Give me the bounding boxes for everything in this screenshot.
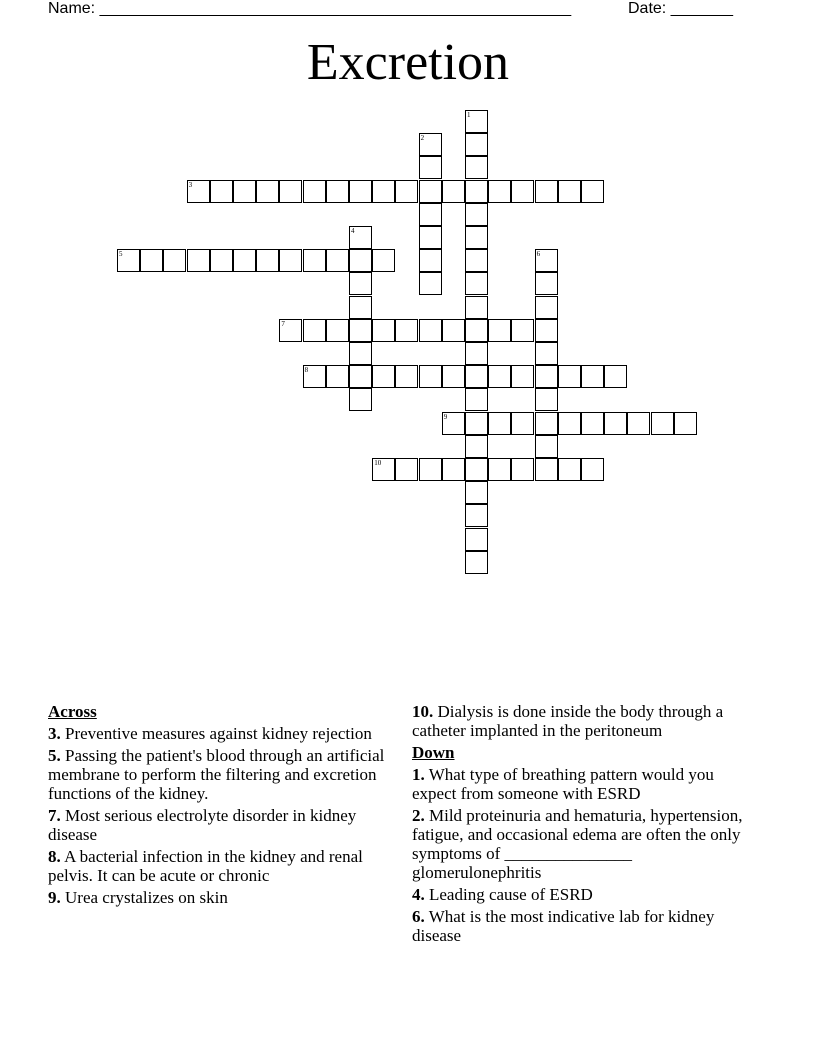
clue-across-3 xyxy=(48,724,388,743)
clue-across-9 xyxy=(48,888,388,907)
grid-cell[interactable] xyxy=(303,249,326,272)
grid-cell[interactable] xyxy=(442,458,465,481)
grid-cell[interactable] xyxy=(349,388,372,411)
grid-cell[interactable] xyxy=(442,365,465,388)
clue-number: 9. xyxy=(48,888,61,907)
grid-cell[interactable] xyxy=(604,412,627,435)
clue-down-4 xyxy=(412,885,752,904)
grid-cell[interactable] xyxy=(395,365,418,388)
grid-cell[interactable] xyxy=(303,180,326,203)
clue-across-8 xyxy=(48,847,388,885)
grid-cell[interactable] xyxy=(535,342,558,365)
grid-cell[interactable] xyxy=(442,180,465,203)
grid-cell[interactable] xyxy=(535,388,558,411)
clue-down-2 xyxy=(412,806,752,882)
grid-cell[interactable] xyxy=(488,458,511,481)
grid-cell[interactable] xyxy=(535,272,558,295)
cell-number: 4 xyxy=(351,227,355,235)
clue-text: Dialysis is done inside the body through a catheter implanted in the peritoneum xyxy=(412,702,724,740)
grid-cell[interactable] xyxy=(511,180,534,203)
grid-cell[interactable] xyxy=(233,249,256,272)
grid-cell[interactable] xyxy=(349,249,372,272)
page-title: Excretion xyxy=(306,34,510,91)
grid-cell[interactable] xyxy=(488,319,511,342)
clue-text: Leading cause of ESRD xyxy=(429,885,593,904)
cell-number: 6 xyxy=(536,250,541,259)
grid-cell[interactable] xyxy=(535,296,558,319)
grid-cell[interactable] xyxy=(465,481,488,504)
grid-cell[interactable] xyxy=(465,203,488,226)
grid-cell[interactable] xyxy=(488,180,511,203)
across-heading: Across xyxy=(48,702,97,721)
clue-text: Passing the patient's blood through an artificial membrane to perform the filtering and excretion functions of the kidney. xyxy=(48,746,385,803)
grid-cell[interactable] xyxy=(604,365,627,388)
grid-cell[interactable] xyxy=(303,319,326,342)
grid-cell[interactable] xyxy=(372,180,395,203)
name-line: Name: _____________________________________________________ xyxy=(48,0,572,17)
grid-cell[interactable] xyxy=(465,249,488,272)
clue-number: 8. xyxy=(48,847,61,866)
clue-across-7 xyxy=(48,806,388,844)
grid-cell[interactable] xyxy=(442,412,465,435)
clue-number: 1. xyxy=(412,765,425,784)
grid-cell[interactable] xyxy=(163,249,186,272)
grid-cell[interactable] xyxy=(535,319,558,342)
grid-cell[interactable] xyxy=(349,180,372,203)
grid-cell[interactable] xyxy=(581,180,604,203)
cell-number: 10 xyxy=(374,459,382,467)
clue-number: 10. xyxy=(412,702,434,721)
grid-cell[interactable] xyxy=(465,226,488,249)
grid-cell[interactable] xyxy=(674,412,697,435)
grid-cell[interactable] xyxy=(627,412,650,435)
clue-down-1 xyxy=(412,765,752,803)
grid-cell[interactable] xyxy=(326,180,349,203)
grid-cell[interactable] xyxy=(419,156,442,179)
grid-cell[interactable] xyxy=(349,342,372,365)
grid-cell[interactable] xyxy=(419,272,442,295)
grid-cell[interactable] xyxy=(326,319,349,342)
clue-across-10 xyxy=(412,702,752,740)
clue-text: Preventive measures against kidney rejection xyxy=(65,724,372,743)
grid-cell[interactable] xyxy=(140,249,163,272)
grid-cell[interactable] xyxy=(349,319,372,342)
grid-cell[interactable] xyxy=(465,156,488,179)
grid-cell[interactable] xyxy=(279,319,302,342)
grid-cell[interactable] xyxy=(395,180,418,203)
grid-cell[interactable] xyxy=(372,319,395,342)
clue-text: Mild proteinuria and hematuria, hypertension, fatigue, and occasional edema are often the only symptoms of _______________ glomerulonephritis xyxy=(412,806,743,882)
grid-cell[interactable] xyxy=(419,203,442,226)
date-line: Date: _______ xyxy=(628,0,733,17)
grid-cell[interactable] xyxy=(419,133,442,156)
clue-number: 2. xyxy=(412,806,425,825)
clue-number: 3. xyxy=(48,724,61,743)
grid-cell[interactable] xyxy=(558,458,581,481)
grid-cell[interactable] xyxy=(465,319,488,342)
grid-cell[interactable] xyxy=(349,226,372,249)
grid-cell[interactable] xyxy=(535,365,558,388)
cell-number: 3 xyxy=(188,180,193,189)
grid-cell[interactable] xyxy=(442,319,465,342)
grid-cell[interactable] xyxy=(233,180,256,203)
grid-cell[interactable] xyxy=(303,365,326,388)
clue-number: 6. xyxy=(412,907,425,926)
grid-cell[interactable] xyxy=(465,435,488,458)
clues-left-column xyxy=(48,702,388,910)
grid-cell[interactable] xyxy=(395,458,418,481)
grid-cell[interactable] xyxy=(511,412,534,435)
grid-cell[interactable] xyxy=(535,180,558,203)
grid-cell[interactable] xyxy=(419,180,442,203)
grid-cell[interactable] xyxy=(372,249,395,272)
grid-cell[interactable] xyxy=(256,249,279,272)
grid-cell[interactable] xyxy=(465,504,488,527)
grid-cell[interactable] xyxy=(511,458,534,481)
grid-cell[interactable] xyxy=(210,180,233,203)
grid-cell[interactable] xyxy=(535,412,558,435)
grid-cell[interactable] xyxy=(465,388,488,411)
grid-cell[interactable] xyxy=(187,180,210,203)
cell-number: 9 xyxy=(443,412,448,421)
grid-cell[interactable] xyxy=(187,249,210,272)
grid-cell[interactable] xyxy=(419,249,442,272)
cell-number: 7 xyxy=(281,319,285,328)
grid-cell[interactable] xyxy=(535,249,558,272)
grid-cell[interactable] xyxy=(511,365,534,388)
grid-cell[interactable] xyxy=(465,272,488,295)
grid-cell[interactable] xyxy=(326,365,349,388)
clue-text: Urea crystalizes on skin xyxy=(65,888,228,907)
grid-cell[interactable] xyxy=(256,180,279,203)
grid-cell[interactable] xyxy=(349,365,372,388)
grid-cell[interactable] xyxy=(465,458,488,481)
grid-cell[interactable] xyxy=(465,551,488,574)
grid-cell[interactable] xyxy=(488,412,511,435)
grid-cell[interactable] xyxy=(372,365,395,388)
cell-number: 5 xyxy=(119,250,123,259)
grid-cell[interactable] xyxy=(372,458,395,481)
clue-down-6 xyxy=(412,907,752,945)
grid-cell[interactable] xyxy=(465,296,488,319)
grid-cell[interactable] xyxy=(279,180,302,203)
grid-cell[interactable] xyxy=(465,180,488,203)
clue-text: Most serious electrolyte disorder in kidney disease xyxy=(48,806,357,844)
grid-cell[interactable] xyxy=(349,272,372,295)
grid-cell[interactable] xyxy=(511,319,534,342)
grid-cell[interactable] xyxy=(558,412,581,435)
grid-cell[interactable] xyxy=(326,249,349,272)
grid-cell[interactable] xyxy=(419,458,442,481)
grid-cell[interactable] xyxy=(465,365,488,388)
clue-number: 4. xyxy=(412,885,425,904)
grid-cell[interactable] xyxy=(395,319,418,342)
grid-cell[interactable] xyxy=(581,458,604,481)
grid-cell[interactable] xyxy=(465,133,488,156)
grid-cell[interactable] xyxy=(465,342,488,365)
grid-cell[interactable] xyxy=(581,365,604,388)
clue-number: 7. xyxy=(48,806,61,825)
cell-number: 1 xyxy=(467,111,471,119)
clue-text: What is the most indicative lab for kidney disease xyxy=(412,907,715,945)
grid-cell[interactable] xyxy=(210,249,233,272)
grid-cell[interactable] xyxy=(279,249,302,272)
grid-cell[interactable] xyxy=(349,296,372,319)
clue-text: What type of breathing pattern would you expect from someone with ESRD xyxy=(412,765,714,803)
clue-across-5 xyxy=(48,746,388,803)
grid-cell[interactable] xyxy=(651,412,674,435)
grid-cell[interactable] xyxy=(117,249,140,272)
clues-right-column xyxy=(412,702,752,948)
clue-number: 5. xyxy=(48,746,61,765)
cell-number: 8 xyxy=(304,366,309,375)
grid-cell[interactable] xyxy=(419,365,442,388)
grid-cell[interactable] xyxy=(488,365,511,388)
cell-number: 2 xyxy=(420,134,425,143)
grid-cell[interactable] xyxy=(465,528,488,551)
grid-cell[interactable] xyxy=(419,319,442,342)
grid-cell[interactable] xyxy=(465,412,488,435)
clue-text: A bacterial infection in the kidney and renal pelvis. It can be acute or chronic xyxy=(48,847,363,885)
grid-cell[interactable] xyxy=(535,435,558,458)
grid-cell[interactable] xyxy=(581,412,604,435)
grid-cell[interactable] xyxy=(558,365,581,388)
grid-cell[interactable] xyxy=(465,110,488,133)
grid-cell[interactable] xyxy=(419,226,442,249)
grid-cell[interactable] xyxy=(535,458,558,481)
down-heading: Down xyxy=(412,743,455,762)
grid-cell[interactable] xyxy=(558,180,581,203)
